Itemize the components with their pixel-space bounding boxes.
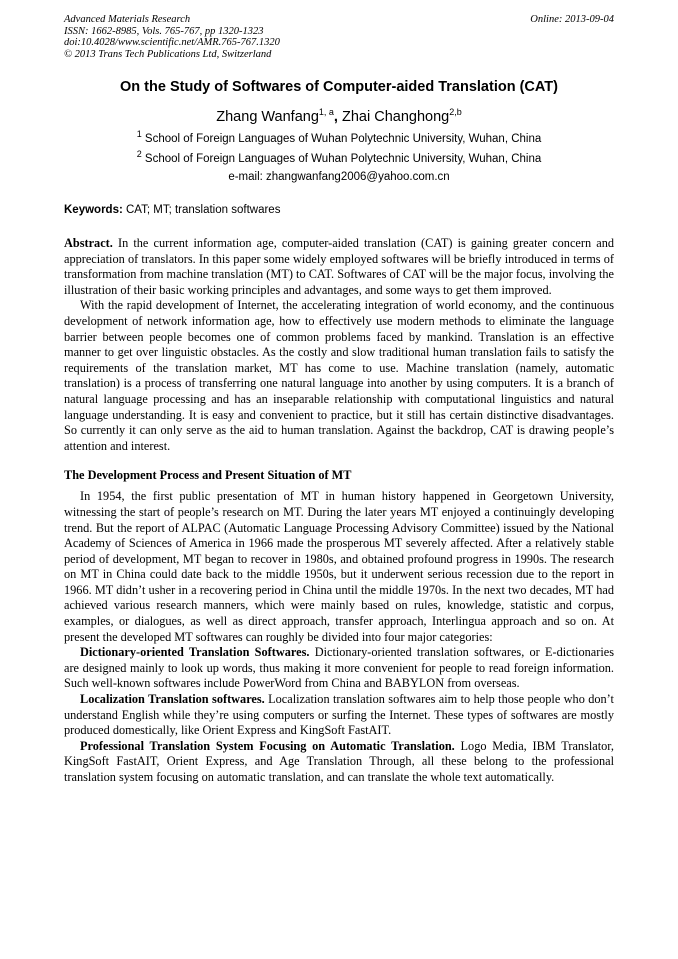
- section-heading: The Development Process and Present Situation of MT: [64, 468, 352, 483]
- author-1-sup: 1, a: [318, 107, 334, 118]
- abstract-block: [64, 236, 614, 454]
- affiliation-1: [64, 129, 614, 145]
- affiliation-2-sup: 2: [136, 149, 142, 160]
- paper-title: On the Study of Softwares of Computer-aided Translation (CAT): [120, 79, 558, 95]
- doi-line: doi:10.4028/www.scientific.net/AMR.765-767.1320: [64, 37, 280, 48]
- paragraph-4-lead: Professional Translation System Focusing on Automatic Translation.: [80, 738, 455, 753]
- issn-line: ISSN: 1662-8985, Vols. 765-767, pp 1320-1323: [64, 25, 264, 37]
- copyright-line: © 2013 Trans Tech Publications Ltd, Switzerland: [64, 48, 272, 60]
- paragraph-2-lead: Dictionary-oriented Translation Softwares.: [80, 645, 310, 660]
- keywords-label: Keywords:: [64, 204, 123, 216]
- section-paragraph-2: [64, 645, 614, 692]
- keywords-text: CAT; MT; translation softwares: [122, 204, 281, 216]
- section-paragraph-1: In 1954, the first public presentation of MT in human history happened in Georgetown University, witnessing the start of people’s research on MT. During the later years MT enjoyed a continuingly developing trend. But the report of ALPAC (Automatic Language Processing Advisory Committee) issued by the National Academy of Sciences of America in 1966 made the prosperous MT severely affected. After a relatively stable period of development, MT began to recover in 1980s, and obtained profound progress in 1990s. The research on MT in China could date back to the middle 1950s, but it underwent serious recession due to the report in 1966. MT didn’t usher in a recovering period in China until the middle 1970s. In the next two decades, MT had achieved various research manners, which were mainly based on rules, knowledge, statistic and corpus, examples, or dialogues, as well as direct approach, transfer approach, Interlingua approach and so on. At present the developed MT softwares can roughly be divided into four major categories:: [64, 489, 614, 644]
- section-paragraph-4: [64, 739, 614, 786]
- affiliation-1-sup: 1: [136, 129, 142, 140]
- paragraph-2-text: Dictionary-oriented translation softwares, or E-dictionaries are designed mainly to look up words, thus making it more convenient for people to read foreign information. Such well-known softwares include PowerWord from China and BABYLON from overseas.: [64, 645, 614, 691]
- email-line: e-mail: zhangwanfang2006@yahoo.com.cn: [228, 171, 450, 183]
- section-paragraph-3: [64, 692, 614, 739]
- author-1: Zhang Wanfang: [216, 109, 319, 125]
- author-2: Zhai Changhong: [337, 109, 450, 125]
- section-body: [64, 489, 614, 785]
- keywords: [64, 204, 614, 216]
- author-separator: ,: [333, 109, 338, 125]
- paragraph-3-text: Localization translation softwares aim to help those people who don’t understand English while they’re using computers or surfing the Internet. These types of softwares are mostly produced domestically, like Orient Express and KingSoft FastAIT.: [64, 692, 614, 738]
- online-date: Online: 2013-09-04: [530, 14, 614, 25]
- intro-paragraph: With the rapid development of Internet, the accelerating integration of world economy, and the continuous development of network information age, how to effectively use modern methods to eliminate the language barrier between people becomes one of common problems faced by mankind. Translation is an effective manner to get over linguistic obstacles. As the costly and slow traditional human translation fails to satisfy the requirements of the translation market, MT has come to use. Machine translation (namely, automatic translation) is a process of transferring one natural language into another by using computers. It is a branch of natural language processing and has an inseparable relationship with computational linguistics and natural language understanding. It is easy and convenient to practice, but it still has certain distinctive disadvantages. So currently it can only serve as the aid to human translation. Against the backdrop, CAT is drawing people’s attention and interest.: [64, 298, 614, 453]
- author-line: [64, 109, 614, 125]
- affiliation-1-text: School of Foreign Languages of Wuhan Polytechnic University, Wuhan, China: [141, 133, 542, 145]
- author-2-sup: 2,b: [449, 107, 462, 118]
- abstract-label: Abstract.: [64, 236, 113, 250]
- journal-name: Advanced Materials Research: [64, 14, 191, 25]
- abstract-paragraph: [64, 236, 614, 298]
- abstract-text: In the current information age, computer-aided translation (CAT) is gaining greater concern and appreciation of translators. In this paper some widely employed softwares will be briefly introduced in terms of transformation from machine translation (MT) to CAT. Softwares of CAT will be the major focus, involving the illustration of their basic working principles and advantages, and some ways to get them improved.: [64, 236, 614, 297]
- paragraph-3-lead: Localization Translation softwares.: [80, 692, 265, 707]
- affiliation-2-text: School of Foreign Languages of Wuhan Polytechnic University, Wuhan, China: [141, 153, 542, 165]
- paragraph-4-text: Logo Media, IBM Translator, KingSoft FastAIT, Orient Express, and Age Translation Through, all these belong to the professional translation system focusing on automatic translation, and can translate the whole text automatically.: [64, 738, 614, 784]
- affiliation-2: [64, 149, 614, 165]
- paper-page: [64, 14, 614, 786]
